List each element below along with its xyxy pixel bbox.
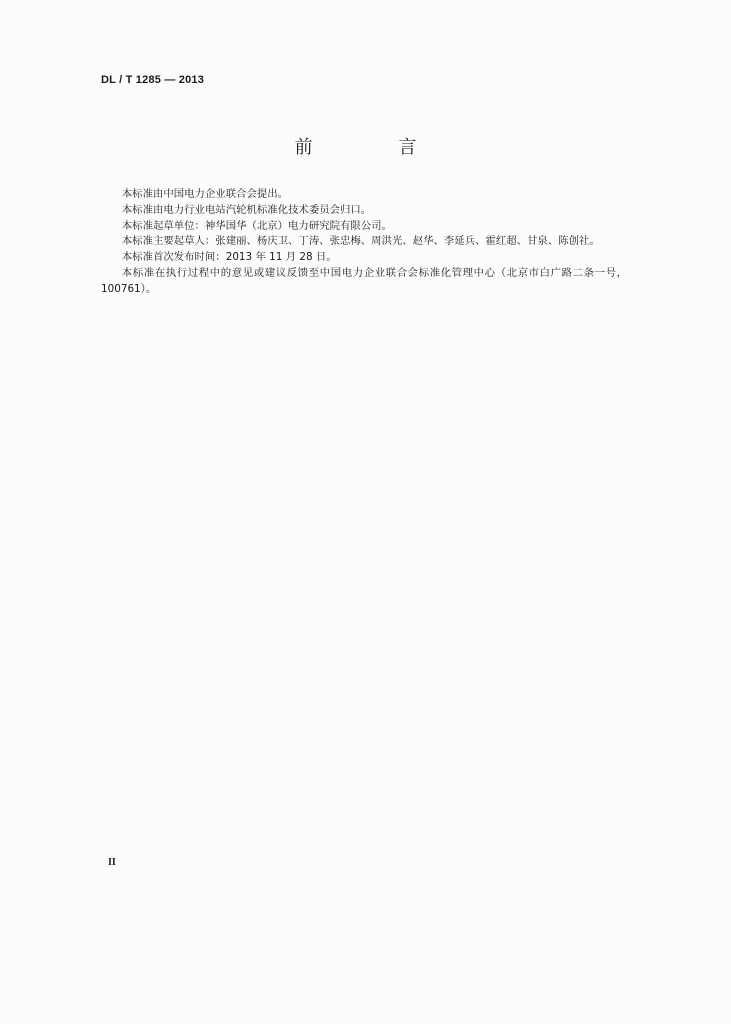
standard-code-text: DL / T 1285 — 2013 <box>101 74 205 86</box>
page-title: 前 言 <box>294 137 457 158</box>
paragraph-drafting-unit: 本标准起草单位：神华国华（北京）电力研究院有限公司。 <box>121 219 392 232</box>
standard-code <box>101 74 204 86</box>
page-number: II <box>108 857 116 868</box>
foreword-body <box>101 187 627 298</box>
paragraph-centralized-unit: 本标准由电力行业电站汽轮机标准化技术委员会归口。 <box>121 203 372 216</box>
paragraph-release-date: 本标准首次发布时间：2013 年 11 月 28 日。 <box>121 251 337 264</box>
paragraph-drafters: 本标准主要起草人：张建丽、杨庆卫、丁涛、张忠梅、周洪光、赵华、李延兵、霍红超、甘泉、陈创社。 <box>121 235 600 248</box>
paragraph-proposer: 本标准由中国电力企业联合会提出。 <box>121 188 289 200</box>
paragraph-feedback: 本标准在执行过程中的意见或建议反馈至中国电力企业联合会标准化管理中心（北京市白广路二条一号，100761）。 <box>101 266 627 295</box>
